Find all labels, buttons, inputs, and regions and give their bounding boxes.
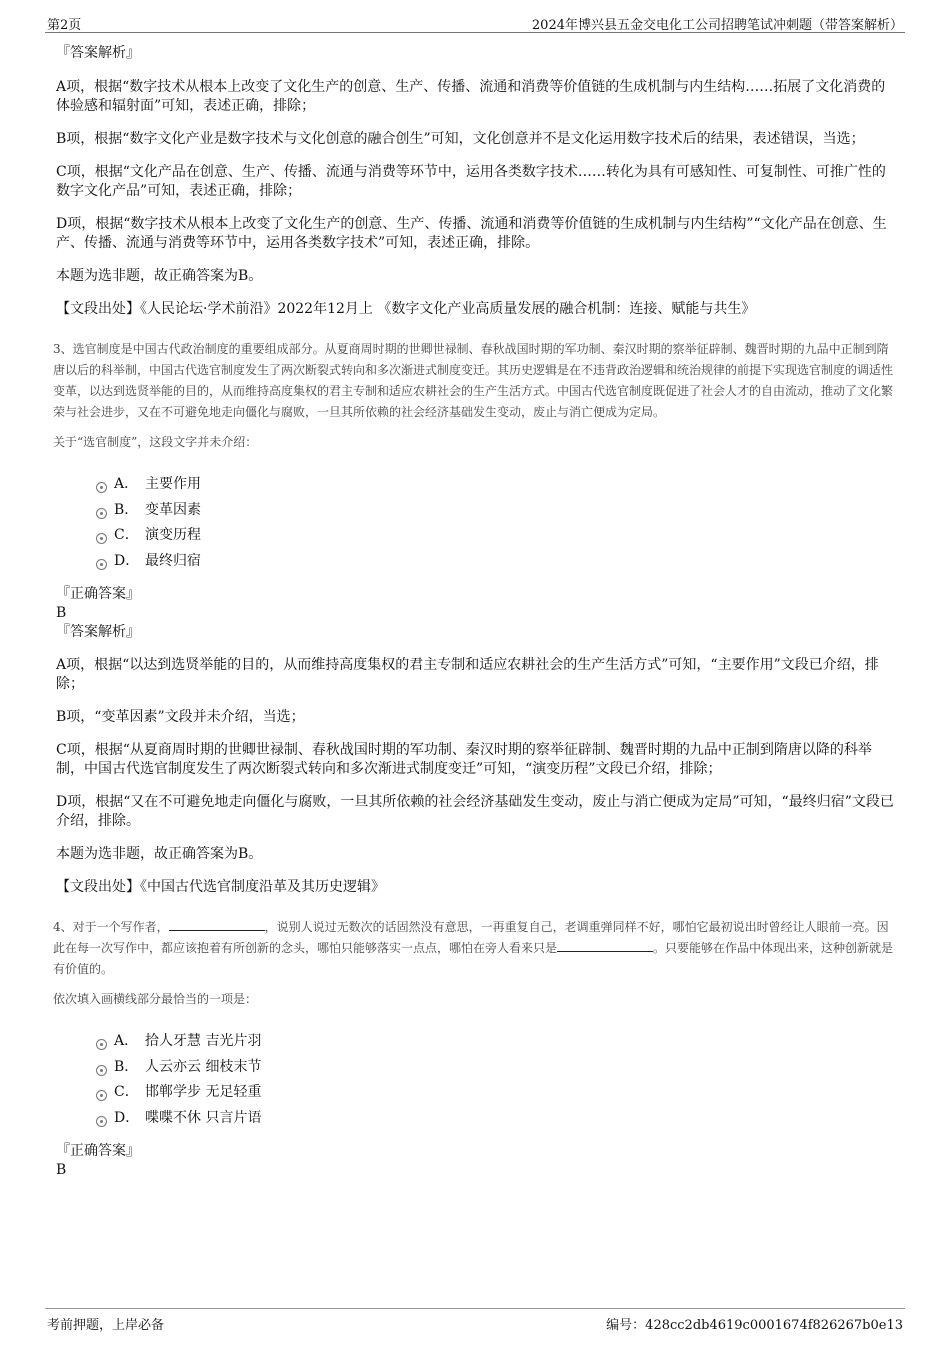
source-citation: 【文段出处】《人民论坛·学术前沿》2022年12月上 《数字文化产业高质量发展的融合机制：连接、赋能与共生》: [56, 301, 756, 317]
option-letter: B．: [114, 1058, 139, 1075]
option-c[interactable]: [56, 1081, 896, 1107]
radio-icon[interactable]: [96, 559, 107, 570]
correct-answer-tag: 『正确答案』: [56, 1143, 140, 1159]
analysis-line-b: B项，“变革因素”文段并未介绍，当选；: [56, 709, 305, 725]
radio-icon[interactable]: [96, 482, 107, 493]
correct-answer: B: [56, 1162, 67, 1178]
question-3-text: 3、选官制度是中国古代政治制度的重要组成部分。从夏商周时期的世卿世禄制、春秋战国时期的军功制、秦汉时期的察举征辟制、魏晋时期的九品中正制到隋唐以后的科举制，中国古代选官制度发生了两次断裂式转向和多次渐进式制度变迁。其历史逻辑是在不违背政治逻辑和统治规律的前提下实现选官制度的调适性变革，以达到选贤举能的目的，从而维持高度集权的君主专制和适应农耕社会的生产生活方式。中国古代选官制度既促进了社会人才的自由流动，推动了文化繁荣与社会进步，又在不可避免地走向僵化与腐败，一旦其所依赖的社会经济基础发生变动，废止与消亡便成为定局。: [53, 342, 894, 419]
option-text: 演变历程: [145, 527, 201, 543]
footer-slogan: 考前押题，上岸必备: [47, 1318, 165, 1333]
option-text: 喋喋不休 只言片语: [145, 1109, 262, 1126]
analysis-line-c: C项，根据“文化产品在创意、生产、传播、流通与消费等环节中，运用各类数字技术……转化为具有可感知性、可复制性、可推广性的数字文化产品”可知，表述正确，排除；: [56, 164, 886, 199]
option-text: 邯郸学步 无足轻重: [145, 1084, 262, 1100]
page-content: [53, 44, 896, 1180]
fill-blank-1: [169, 918, 265, 931]
radio-icon[interactable]: [96, 508, 107, 519]
source-citation: 【文段出处】《中国古代选官制度沿革及其历史逻辑》: [56, 879, 385, 895]
option-letter: C．: [114, 1084, 139, 1100]
analysis-line-a: A项，根据“数字技术从根本上改变了文化生产的创意、生产、传播、流通和消费等价值链的生成机制与内生结构……拓展了文化消费的体验感和辐射面”可知，表述正确，排除；: [56, 79, 886, 114]
option-letter: D．: [114, 552, 140, 569]
option-b[interactable]: [56, 499, 896, 525]
option-text: 主要作用: [145, 476, 201, 492]
radio-icon[interactable]: [96, 1065, 107, 1076]
option-letter: A．: [114, 1033, 139, 1049]
analysis-line-a: A项，根据“以达到选贤举能的目的，从而维持高度集权的君主专制和适应农耕社会的生产生活方式”可知，“主要作用”文段已介绍，排除；: [56, 657, 879, 692]
document-title: 2024年博兴县五金交电化工公司招聘笔试冲刺题（带答案解析）: [531, 18, 903, 33]
analysis-line-d: D项，根据“又在不可避免地走向僵化与腐败，一旦其所依赖的社会经济基础发生变动，废止与消亡便成为定局”可知，“最终归宿”文段已介绍，排除。: [56, 794, 894, 829]
question-4-prompt: 依次填入画横线部分最恰当的一项是：: [53, 992, 258, 1006]
analysis-line-b: B项，根据“数字文化产业是数字技术与文化创意的融合创生”可知，文化创意并不是文化运用数字技术后的结果，表述错误，当选；: [56, 131, 865, 147]
option-b[interactable]: [56, 1056, 896, 1082]
question-4-text-part1: 4、对于一个写作者，: [53, 920, 169, 934]
correct-answer: B: [56, 605, 67, 621]
option-text: 拾人牙慧 吉光片羽: [145, 1033, 262, 1049]
analysis-conclusion: 本题为选非题，故正确答案为B。: [56, 846, 263, 862]
document-code: 编号：428cc2db4619c0001674f826267b0e13: [606, 1318, 903, 1333]
option-d[interactable]: [56, 550, 896, 576]
correct-answer-tag: 『正确答案』: [56, 586, 140, 602]
page-number: 第2页: [47, 18, 82, 33]
question-3-prompt: 关于“选官制度”，这段文字并未介绍：: [53, 435, 258, 449]
analysis-tag: 『答案解析』: [56, 45, 140, 61]
option-d[interactable]: [56, 1107, 896, 1133]
radio-icon[interactable]: [96, 533, 107, 544]
option-text: 人云亦云 细枝末节: [145, 1058, 262, 1075]
question-4-text-part3: 。只要能够在作品中体现出来，这种创新就是有价值的。: [53, 941, 894, 976]
radio-icon[interactable]: [96, 1039, 107, 1050]
analysis-line-d: D项，根据“数字技术从根本上改变了文化生产的创意、生产、传播、流通和消费等价值链的生成机制与内生结构”“文化产品在创意、生产、传播、流通与消费等环节中，运用各类数字技术”可知，表述正确，排除。: [56, 216, 887, 251]
analysis-conclusion: 本题为选非题，故正确答案为B。: [56, 268, 263, 284]
fill-blank-2: [557, 939, 653, 952]
question-4-text-part2: ，说别人说过无数次的话固然没有意思，一再重复自己，老调重弹同样不好，哪怕它最初说出时曾经让人眼前一亮。因此在每一次写作中，都应该抱着有所创新的念头，哪怕只能够落实一点点，哪怕在旁人看来只是: [53, 920, 889, 955]
option-a[interactable]: [56, 473, 896, 499]
analysis-tag: 『答案解析』: [56, 624, 140, 640]
option-text: 变革因素: [145, 501, 201, 518]
radio-icon[interactable]: [96, 1090, 107, 1101]
question-4-text: [53, 917, 896, 980]
option-c[interactable]: [56, 524, 896, 550]
question-3-options: [56, 473, 896, 575]
page-footer: [45, 1308, 905, 1331]
option-letter: D．: [114, 1109, 140, 1126]
option-letter: A．: [114, 476, 139, 492]
radio-icon[interactable]: [96, 1116, 107, 1127]
option-letter: C．: [114, 527, 139, 543]
option-a[interactable]: [56, 1030, 896, 1056]
option-text: 最终归宿: [145, 552, 201, 569]
page-header: [45, 12, 905, 33]
option-letter: B．: [114, 501, 139, 518]
question-4-options: [56, 1030, 896, 1132]
analysis-line-c: C项，根据“从夏商周时期的世卿世禄制、春秋战国时期的军功制、秦汉时期的察举征辟制、魏晋时期的九品中正制到隋唐以降的科举制，中国古代选官制度发生了两次断裂式转向和多次渐进式制度变迁”可知，“演变历程”文段已介绍，排除；: [56, 742, 872, 777]
